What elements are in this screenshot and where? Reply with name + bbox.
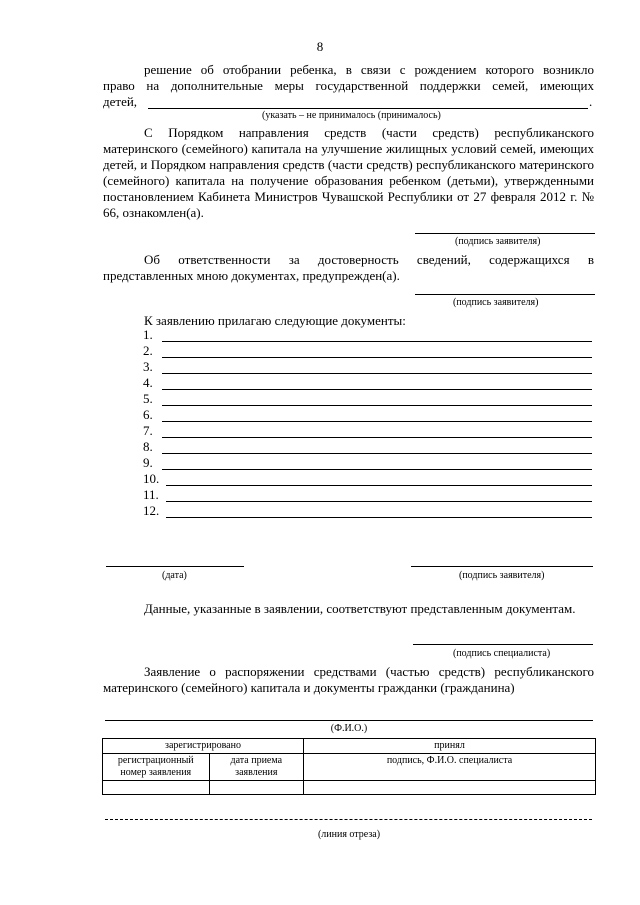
attachment-number: 3. [143, 359, 153, 374]
attachment-number: 2. [143, 343, 153, 358]
attachment-line[interactable] [162, 437, 592, 438]
reg-number-header: регистрационный номер заявления [103, 754, 210, 781]
specialist-signature-line[interactable] [413, 644, 593, 645]
signature-fio-header: подпись, Ф.И.О. специалиста [304, 754, 596, 781]
signature-line-3[interactable] [411, 566, 593, 567]
attachment-line[interactable] [162, 405, 592, 406]
intro-line-2: право на дополнительные меры государственной поддержки семей, имеющих [103, 78, 594, 93]
attachment-line[interactable] [162, 453, 592, 454]
attachment-line[interactable] [162, 421, 592, 422]
attachment-number: 1. [143, 327, 153, 342]
date-line[interactable] [106, 566, 244, 567]
attachment-line[interactable] [162, 373, 592, 374]
attachment-line[interactable] [166, 517, 592, 518]
date-received-cell[interactable] [209, 781, 303, 795]
registered-header: зарегистрировано [103, 739, 304, 754]
attachment-number: 11. [143, 487, 159, 502]
attachment-line[interactable] [162, 357, 592, 358]
fio-caption: (Ф.И.О.) [330, 723, 368, 734]
attachment-number: 12. [143, 503, 160, 518]
signature-fio-cell[interactable] [304, 781, 596, 795]
intro-line-1: решение об отобрании ребенка, в связи с рождением которого возникло [144, 62, 594, 77]
attachments-heading: К заявлению прилагаю следующие документы: [144, 313, 406, 328]
attachment-line[interactable] [162, 469, 592, 470]
signature-caption-2: (подпись заявителя) [453, 297, 539, 308]
procedure-paragraph: С Порядком направления средств (части средств) республиканского материнского (семейного) капитала на улучшение жилищных условий семей, имеющих детей, и Порядком направления средств (части средств) республиканского материнского (семейного) капитала на получение образования ребенком (детьми), утвержденными постановлением Кабинета Министров Чувашской Республики от 27 февраля 2012 г. № 66, ознакомлен(а). [103, 125, 594, 220]
attachment-number: 10. [143, 471, 160, 486]
intro-line-3-prefix: детей, [103, 94, 138, 109]
attachment-line[interactable] [166, 501, 592, 502]
decision-caption: (указать – не принималось (принималось) [262, 110, 441, 121]
cut-line [105, 819, 592, 820]
specialist-signature-caption: (подпись специалиста) [453, 648, 551, 659]
cut-line-caption: (линия отреза) [317, 829, 381, 840]
attachment-line[interactable] [162, 389, 592, 390]
attachment-number: 5. [143, 391, 153, 406]
signature-caption-1: (подпись заявителя) [455, 236, 541, 247]
registration-table [102, 738, 596, 795]
attachment-line[interactable] [162, 341, 592, 342]
signature-line-2[interactable] [415, 294, 595, 295]
attachment-number: 9. [143, 455, 153, 470]
attachment-line[interactable] [166, 485, 592, 486]
confirmation-paragraph: Данные, указанные в заявлении, соответствуют представленным документам. [144, 601, 576, 616]
page-number: 8 [316, 39, 324, 54]
signature-line-1[interactable] [415, 233, 595, 234]
receipt-paragraph: Заявление о распоряжении средствами (частью средств) республиканского материнского (семейного) капитала и документы гражданки (гражданина) [103, 664, 594, 695]
reg-number-cell[interactable] [103, 781, 210, 795]
responsibility-paragraph: Об ответственности за достоверность сведений, содержащихся в представленных мною документах, предупрежден(а). [103, 252, 594, 283]
attachment-number: 4. [143, 375, 153, 390]
accepted-header: принял [304, 739, 596, 754]
decision-field-line[interactable] [148, 108, 588, 109]
signature-caption-3: (подпись заявителя) [459, 570, 545, 581]
intro-line-3-suffix: . [589, 94, 593, 109]
date-received-header: дата приема заявления [209, 754, 303, 781]
date-caption: (дата) [162, 570, 187, 581]
attachment-number: 7. [143, 423, 153, 438]
attachment-number: 8. [143, 439, 153, 454]
fio-line[interactable] [105, 720, 593, 721]
attachment-number: 6. [143, 407, 153, 422]
